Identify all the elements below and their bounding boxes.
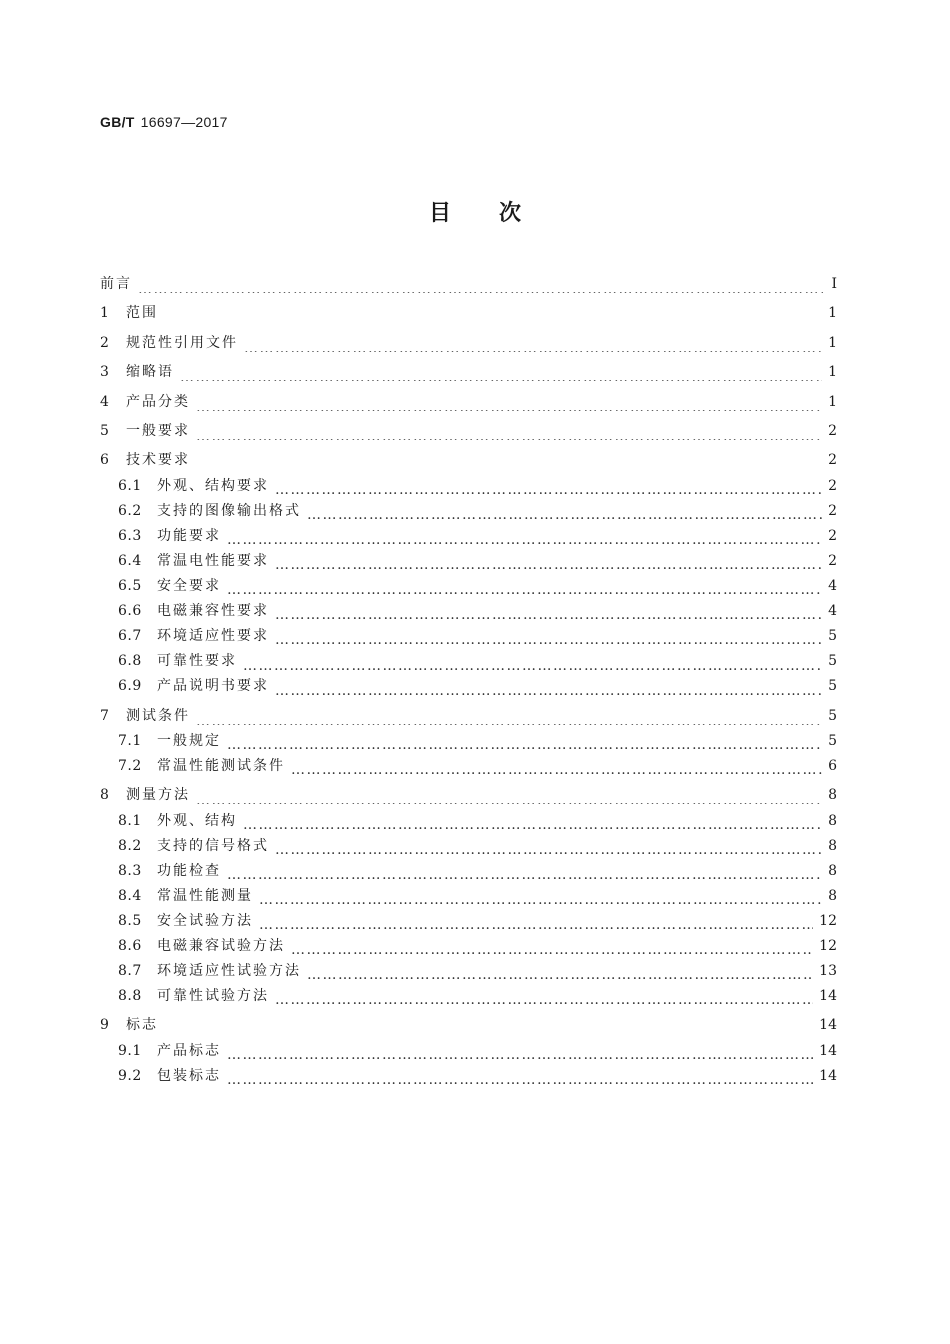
standard-prefix: GB/T <box>100 114 135 130</box>
toc-entry-page: 12 <box>819 938 837 955</box>
toc-entry-label: 电磁兼容性要求 <box>157 603 269 620</box>
page-title: 目次 <box>428 201 569 226</box>
toc-entry-number: 1 <box>100 305 110 322</box>
toc-leader-dots <box>275 679 822 696</box>
toc-leader-dots <box>275 838 822 855</box>
toc-leader-dots <box>138 276 823 293</box>
toc-entry[interactable] <box>100 329 837 358</box>
toc-leader-dots <box>227 578 822 595</box>
toc-entry-number: 5 <box>100 422 110 439</box>
toc-entry-number: 8.2 <box>118 837 142 854</box>
toc-entry[interactable] <box>100 781 837 810</box>
toc-entry-label: 可靠性试验方法 <box>157 988 269 1005</box>
toc-entry-page: 8 <box>828 862 837 879</box>
toc-entry[interactable] <box>100 446 837 475</box>
toc-entry[interactable] <box>100 299 837 328</box>
toc-leader-dots <box>275 988 813 1005</box>
toc-entry-page: 2 <box>828 553 837 570</box>
toc-entry-page: 2 <box>828 477 837 494</box>
toc-leader-dots <box>164 306 822 323</box>
toc-entry-page: 12 <box>819 912 837 929</box>
toc-entry-number: 8.8 <box>118 988 142 1005</box>
toc-entry[interactable] <box>100 474 837 499</box>
toc-entry-label: 一般要求 <box>126 422 190 439</box>
toc-entry-number: 8.6 <box>118 938 142 955</box>
toc-entry-page: 1 <box>828 305 837 322</box>
toc-leader-dots <box>227 733 822 750</box>
toc-entry[interactable] <box>100 809 837 834</box>
toc-entry-number: 6.8 <box>118 653 142 670</box>
toc-entry-page: 8 <box>828 887 837 904</box>
toc-leader-dots <box>164 1018 813 1035</box>
toc-entry-label: 标志 <box>126 1017 158 1034</box>
toc-entry[interactable] <box>100 884 837 909</box>
toc-entry[interactable] <box>100 1011 837 1040</box>
toc-entry-page: 2 <box>828 452 837 469</box>
toc-entry-number: 9.2 <box>118 1067 142 1084</box>
toc-entry-page: 1 <box>828 334 837 351</box>
toc-entry-page: 5 <box>828 678 837 695</box>
toc-leader-dots <box>307 963 813 980</box>
toc-leader-dots <box>196 787 822 804</box>
toc-leader-dots <box>227 1068 813 1085</box>
toc-entry-number: 6.7 <box>118 628 142 645</box>
toc-entry[interactable] <box>100 649 837 674</box>
toc-entry[interactable] <box>100 909 837 934</box>
toc-entry-number: 6.3 <box>118 527 142 544</box>
toc-leader-dots <box>291 938 813 955</box>
toc-entry-number: 8 <box>100 787 110 804</box>
toc-entry-number: 7.1 <box>118 732 142 749</box>
toc-entry[interactable] <box>100 524 837 549</box>
toc-entry-number: 6.4 <box>118 553 142 570</box>
toc-leader-dots <box>275 478 822 495</box>
toc-leader-dots <box>275 553 822 570</box>
toc-entry-label: 产品分类 <box>126 393 190 410</box>
toc-entry-label: 产品说明书要求 <box>157 678 269 695</box>
toc-entry-page: 14 <box>819 1017 837 1034</box>
toc-leader-dots <box>243 813 822 830</box>
toc-entry[interactable] <box>100 574 837 599</box>
toc-entry-number: 4 <box>100 393 110 410</box>
toc-entry-number: 6.6 <box>118 603 142 620</box>
toc-entry-label: 规范性引用文件 <box>126 334 238 351</box>
toc-leader-dots <box>244 335 822 352</box>
toc-entry-page: 13 <box>819 963 837 980</box>
toc-leader-dots <box>291 758 822 775</box>
toc-entry[interactable] <box>100 674 837 699</box>
toc-leader-dots <box>180 364 822 381</box>
toc-leader-dots <box>196 394 822 411</box>
toc-entry-number: 8.7 <box>118 963 142 980</box>
toc-entry-page: 4 <box>828 578 837 595</box>
toc-entry-label: 电磁兼容试验方法 <box>157 938 285 955</box>
standard-code <box>100 114 228 130</box>
toc-leader-dots <box>275 603 822 620</box>
toc-entry[interactable] <box>100 358 837 387</box>
toc-entry-number: 2 <box>100 334 110 351</box>
toc-entry-page: Ⅰ <box>831 276 837 292</box>
toc-leader-dots <box>227 528 822 545</box>
toc-entry[interactable] <box>100 984 837 1009</box>
toc-entry-number: 8.3 <box>118 862 142 879</box>
toc-entry-label: 外观、结构要求 <box>157 477 269 494</box>
toc-entry-number: 6.9 <box>118 678 142 695</box>
toc-entry-page: 2 <box>828 502 837 519</box>
toc-entry-page: 2 <box>828 527 837 544</box>
toc-entry[interactable] <box>100 754 837 779</box>
toc-entry-label: 测量方法 <box>126 787 190 804</box>
toc-entry[interactable] <box>100 934 837 959</box>
toc-entry-label: 外观、结构 <box>157 812 237 829</box>
toc-entry-label: 支持的信号格式 <box>157 837 269 854</box>
toc-entry-page: 5 <box>828 732 837 749</box>
toc-entry-label: 缩略语 <box>126 364 174 381</box>
toc-entry[interactable] <box>100 499 837 524</box>
toc-entry[interactable] <box>100 417 837 446</box>
toc-entry-page: 5 <box>828 707 837 724</box>
toc-entry-page: 1 <box>828 364 837 381</box>
toc-entry[interactable] <box>100 834 837 859</box>
toc-entry-label: 前言 <box>100 276 132 292</box>
toc-entry-number: 6.2 <box>118 502 142 519</box>
toc-leader-dots <box>196 708 822 725</box>
toc-leader-dots <box>307 503 822 520</box>
toc-entry-label: 可靠性要求 <box>157 653 237 670</box>
toc-entry-number: 8.5 <box>118 912 142 929</box>
toc-entry[interactable] <box>100 388 837 417</box>
toc-entry-number: 9.1 <box>118 1042 142 1059</box>
toc-entry-number: 8.1 <box>118 812 142 829</box>
toc-entry-label: 常温性能测量 <box>157 887 253 904</box>
toc-entry-page: 8 <box>828 787 837 804</box>
toc-entry-page: 5 <box>828 653 837 670</box>
toc-entry-label: 一般规定 <box>157 732 221 749</box>
toc-entry-label: 环境适应性要求 <box>157 628 269 645</box>
toc-entry[interactable] <box>100 599 837 624</box>
toc-leader-dots <box>196 453 822 470</box>
toc-leader-dots <box>227 1043 813 1060</box>
toc-entry[interactable] <box>100 702 837 731</box>
toc-entry[interactable] <box>100 549 837 574</box>
toc-entry-label: 支持的图像输出格式 <box>157 502 301 519</box>
table-of-contents <box>100 270 837 1089</box>
toc-entry-label: 范围 <box>126 305 158 322</box>
toc-entry-number: 6 <box>100 452 110 469</box>
toc-entry-label: 测试条件 <box>126 707 190 724</box>
toc-entry-number: 6.5 <box>118 578 142 595</box>
standard-number: 16697—2017 <box>140 114 228 130</box>
toc-entry-label: 安全要求 <box>157 578 221 595</box>
toc-entry[interactable] <box>100 270 837 299</box>
toc-leader-dots <box>275 628 822 645</box>
toc-entry-number: 7.2 <box>118 758 142 775</box>
toc-entry-label: 常温电性能要求 <box>157 553 269 570</box>
toc-leader-dots <box>243 654 822 671</box>
toc-entry[interactable] <box>100 859 837 884</box>
toc-entry-page: 14 <box>819 1042 837 1059</box>
toc-entry-label: 产品标志 <box>157 1042 221 1059</box>
toc-entry-number: 7 <box>100 707 110 724</box>
toc-entry-label: 功能要求 <box>157 527 221 544</box>
toc-entry-number: 3 <box>100 364 110 381</box>
toc-entry[interactable] <box>100 729 837 754</box>
toc-leader-dots <box>259 888 822 905</box>
toc-entry-label: 包装标志 <box>157 1067 221 1084</box>
toc-entry[interactable] <box>100 1064 837 1089</box>
toc-entry-label: 安全试验方法 <box>157 912 253 929</box>
toc-entry[interactable] <box>100 1039 837 1064</box>
toc-entry-page: 6 <box>828 758 837 775</box>
toc-entry-number: 6.1 <box>118 477 142 494</box>
toc-entry[interactable] <box>100 624 837 649</box>
toc-entry-number: 8.4 <box>118 887 142 904</box>
toc-entry-page: 1 <box>828 393 837 410</box>
toc-entry-page: 2 <box>828 422 837 439</box>
toc-leader-dots <box>259 913 813 930</box>
toc-entry-label: 功能检查 <box>157 862 221 879</box>
toc-entry-page: 14 <box>819 988 837 1005</box>
toc-entry[interactable] <box>100 959 837 984</box>
toc-entry-page: 14 <box>819 1067 837 1084</box>
toc-entry-label: 常温性能测试条件 <box>157 758 285 775</box>
toc-leader-dots <box>196 423 822 440</box>
toc-entry-label: 技术要求 <box>126 452 190 469</box>
toc-entry-page: 5 <box>828 628 837 645</box>
toc-leader-dots <box>227 863 822 880</box>
toc-entry-label: 环境适应性试验方法 <box>157 963 301 980</box>
toc-entry-page: 8 <box>828 812 837 829</box>
toc-entry-page: 8 <box>828 837 837 854</box>
toc-entry-number: 9 <box>100 1017 110 1034</box>
toc-entry-page: 4 <box>828 603 837 620</box>
